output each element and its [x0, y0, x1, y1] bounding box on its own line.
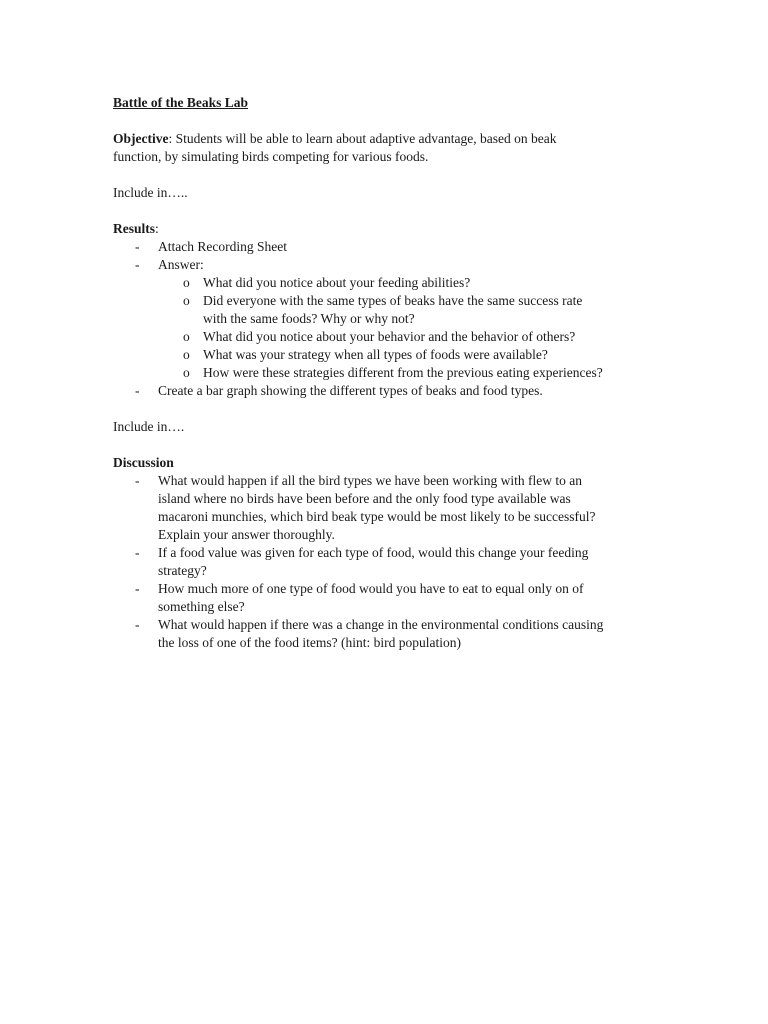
- question-text: What did you notice about your behavior and the behavior of others?: [203, 329, 576, 344]
- question-item: [113, 292, 673, 310]
- list-item: [113, 580, 673, 598]
- discussion-continuation: [113, 634, 673, 652]
- results-item-bar-graph: Create a bar graph showing the different types of beaks and food types.: [158, 383, 543, 398]
- dash-bullet: -: [135, 473, 140, 488]
- results-heading: [113, 220, 673, 238]
- discussion-text: macaroni munchies, which bird beak type would be most likely to be successful?: [158, 509, 596, 524]
- objective-text-1: Students will be able to learn about adaptive advantage, based on beak: [172, 131, 557, 146]
- document-title: Battle of the Beaks Lab: [113, 95, 248, 110]
- discussion-text: the loss of one of the food items? (hint: bird population): [158, 635, 461, 650]
- discussion-continuation: [113, 562, 673, 580]
- question-text: What did you notice about your feeding abilities?: [203, 275, 471, 290]
- list-item: [113, 382, 673, 400]
- document-page: [113, 94, 673, 652]
- o-bullet: o: [183, 365, 190, 380]
- objective-label: Objective: [113, 131, 169, 146]
- discussion-text: something else?: [158, 599, 245, 614]
- o-bullet: o: [183, 329, 190, 344]
- question-item: [113, 274, 673, 292]
- results-colon: :: [155, 221, 159, 236]
- dash-bullet: -: [135, 545, 140, 560]
- objective-colon: :: [168, 131, 173, 146]
- results-item-attach: Attach Recording Sheet: [158, 239, 287, 254]
- discussion-text: What would happen if there was a change in the environmental conditions causing: [158, 617, 604, 632]
- results-item-answer: Answer:: [158, 257, 204, 272]
- o-bullet: o: [183, 293, 190, 308]
- question-item: [113, 346, 673, 364]
- discussion-continuation: [113, 526, 673, 544]
- dash-bullet: -: [135, 617, 140, 632]
- discussion-text: What would happen if all the bird types we have been working with flew to an: [158, 473, 583, 488]
- discussion-continuation: [113, 598, 673, 616]
- discussion-text: island where no birds have been before and the only food type available was: [158, 491, 571, 506]
- results-label: Results: [113, 221, 156, 236]
- question-text: Did everyone with the same types of beaks have the same success rate: [203, 293, 583, 308]
- include-in-discussion: Include in….: [113, 419, 185, 434]
- question-continuation: [113, 310, 673, 328]
- dash-bullet: -: [135, 581, 140, 596]
- question-text: What was your strategy when all types of foods were available?: [203, 347, 548, 362]
- o-bullet: o: [183, 347, 190, 362]
- discussion-text: Explain your answer thoroughly.: [158, 527, 335, 542]
- discussion-continuation: [113, 508, 673, 526]
- discussion-continuation: [113, 490, 673, 508]
- list-item: [113, 256, 673, 274]
- dash-bullet: -: [135, 383, 140, 398]
- discussion-text: How much more of one type of food would you have to eat to equal only on of: [158, 581, 584, 596]
- objective-text-2: function, by simulating birds competing for various foods.: [113, 149, 429, 164]
- question-item: [113, 364, 673, 382]
- list-item: [113, 472, 673, 490]
- list-item: [113, 544, 673, 562]
- include-in-results: Include in…..: [113, 185, 188, 200]
- discussion-text: If a food value was given for each type of food, would this change your feeding: [158, 545, 589, 560]
- list-item: [113, 616, 673, 634]
- discussion-heading: Discussion: [113, 455, 174, 470]
- dash-bullet: -: [135, 257, 140, 272]
- question-text: with the same foods? Why or why not?: [203, 311, 415, 326]
- list-item: [113, 238, 673, 256]
- dash-bullet: -: [135, 239, 140, 254]
- question-item: [113, 328, 673, 346]
- o-bullet: o: [183, 275, 190, 290]
- question-text: How were these strategies different from the previous eating experiences?: [203, 365, 603, 380]
- discussion-text: strategy?: [158, 563, 207, 578]
- objective-line-1: [113, 130, 673, 148]
